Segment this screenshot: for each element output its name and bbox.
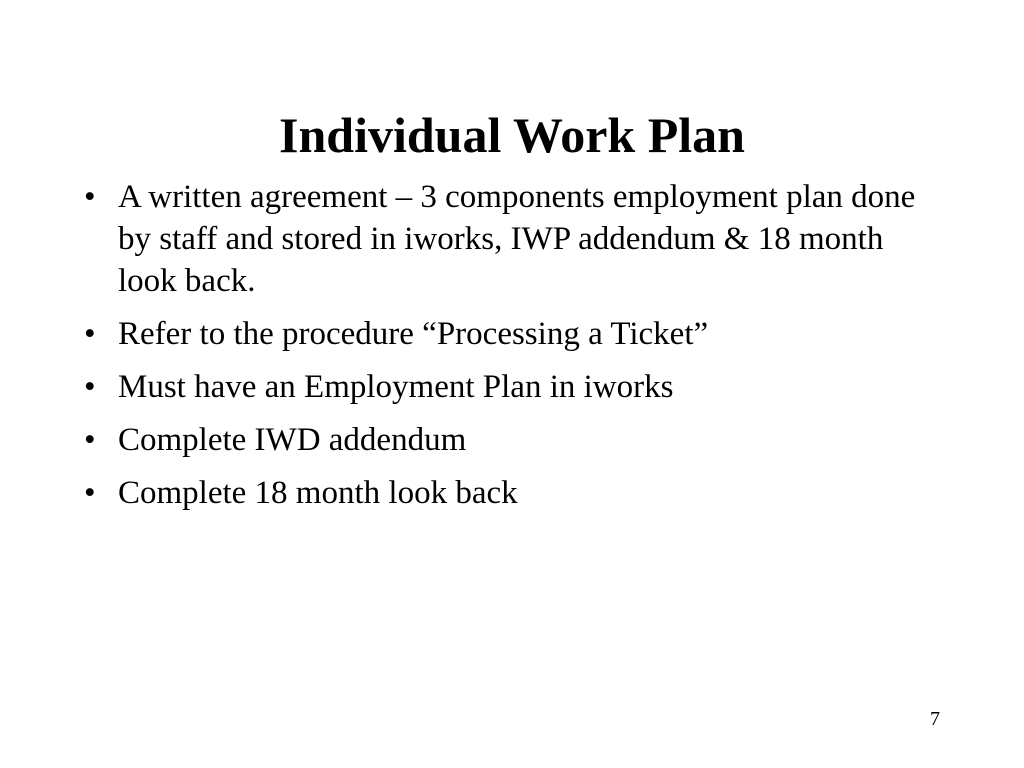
bullet-marker: • (84, 179, 96, 215)
bullet-item (84, 472, 938, 514)
slide-number: 7 (930, 708, 940, 730)
bullet-text: Refer to the procedure “Processing a Ticket” (118, 316, 709, 352)
bullet-marker: • (84, 475, 96, 511)
bullet-text: Must have an Employment Plan in iworks (118, 369, 674, 405)
bullet-marker: • (84, 369, 96, 405)
bullet-text: A written agreement – 3 components employment plan done by staff and stored in iworks, IWP addendum & 18 month look back. (118, 179, 916, 299)
bullet-text: Complete IWD addendum (118, 422, 467, 458)
bullet-item (84, 366, 938, 408)
bullet-text: Complete 18 month look back (118, 475, 518, 511)
bullet-item (84, 419, 938, 461)
bullet-item (84, 176, 938, 302)
bullet-marker: • (84, 422, 96, 458)
slide-title: Individual Work Plan (279, 107, 745, 163)
bullet-list (84, 176, 938, 525)
bullet-item (84, 313, 938, 355)
bullet-marker: • (84, 316, 96, 352)
